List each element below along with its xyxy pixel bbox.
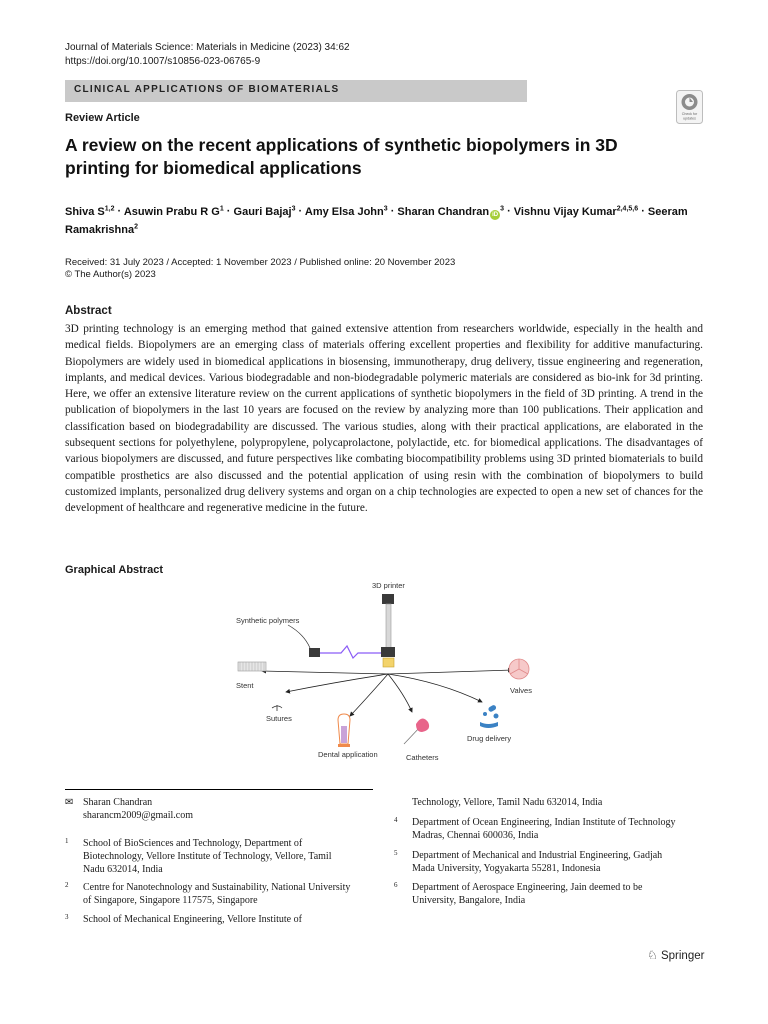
- affiliation-3: [65, 913, 375, 926]
- author-separator: ·: [114, 205, 124, 218]
- author-affiliation: 1,2: [104, 205, 115, 212]
- affiliation-line: University, Bangalore, India: [412, 895, 526, 906]
- title-line-1: A review on the recent applications of synthetic biopolymers in 3D: [65, 135, 618, 155]
- affiliation-5: [394, 849, 714, 875]
- author-affiliation: 2,4,5,6: [616, 205, 639, 212]
- affiliation-line: of Singapore, Singapore 117575, Singapore: [83, 895, 258, 906]
- polymer-feed-line: [288, 625, 310, 648]
- affiliation-2: [65, 881, 375, 907]
- abstract-heading: Abstract: [65, 305, 112, 317]
- author-name: Asuwin Prabu R G: [123, 205, 220, 218]
- drug-delivery-icon: [480, 704, 499, 728]
- svg-text:updates: updates: [683, 116, 696, 121]
- journal-header: [65, 41, 350, 69]
- author[interactable]: [124, 206, 224, 218]
- check-for-updates-badge[interactable]: [676, 90, 703, 124]
- author-list: [65, 201, 715, 238]
- label-stent: Stent: [236, 681, 254, 690]
- springer-horse-icon: ♘: [647, 948, 658, 962]
- stent-icon: [238, 662, 266, 671]
- label-drug-delivery: Drug delivery: [467, 734, 512, 743]
- affiliation-number: 3: [65, 913, 69, 921]
- author-name: Seeram Ramakrishna: [65, 205, 688, 237]
- article-title: [65, 134, 685, 180]
- author-affiliation: 2: [134, 223, 138, 231]
- arrow-to-sutures: [286, 674, 388, 692]
- graphical-abstract-heading: Graphical Abstract: [65, 564, 164, 576]
- author-name: Vishnu Vijay Kumar: [513, 205, 617, 218]
- author[interactable]: [305, 206, 388, 218]
- affiliation-line: Madras, Chennai 600036, India: [412, 830, 539, 841]
- correspondence-email[interactable]: sharancm2009@gmail.com: [83, 810, 194, 821]
- journal-citation: Journal of Materials Science: Materials in Medicine (2023) 34:62: [65, 42, 350, 53]
- doi-link[interactable]: https://doi.org/10.1007/s10856-023-06765-9: [65, 56, 261, 67]
- email-icon: ✉: [65, 797, 74, 808]
- svg-text:Check for: Check for: [681, 112, 698, 116]
- arrow-to-valves: [388, 670, 512, 674]
- author-separator: ·: [638, 205, 648, 218]
- affiliation-number: 5: [394, 849, 398, 857]
- printer-icon: [381, 594, 395, 667]
- publication-dates: [65, 257, 455, 281]
- affiliation-line: School of BioSciences and Technology, Department of: [83, 838, 303, 849]
- author-affiliation: 3: [291, 205, 296, 212]
- title-line-2: printing for biomedical applications: [65, 158, 362, 178]
- author-affiliation: 3: [500, 205, 505, 212]
- suture-icon: [272, 705, 282, 711]
- author-name: Shiva S: [65, 205, 105, 218]
- section-banner: [65, 80, 527, 102]
- polymer-filament-icon: [320, 646, 381, 658]
- affiliation-line: Centre for Nanotechnology and Sustainability, National University: [83, 882, 351, 893]
- author[interactable]: [234, 206, 296, 218]
- arrow-to-dental: [350, 674, 388, 716]
- affiliation-line: Technology, Vellore, Tamil Nadu 632014, India: [412, 797, 603, 808]
- label-3d-printer: 3D printer: [372, 581, 405, 590]
- catheter-icon: [404, 718, 429, 744]
- affiliation-number: 1: [65, 837, 69, 845]
- author[interactable]: [65, 206, 114, 218]
- label-synthetic-polymers: Synthetic polymers: [236, 616, 300, 625]
- publisher-name: Springer: [660, 950, 705, 962]
- author-separator: ·: [295, 205, 305, 218]
- affiliation-number: 2: [65, 881, 69, 889]
- label-valves: Valves: [510, 686, 532, 695]
- author-name: Amy Elsa John: [304, 205, 384, 218]
- publisher-logo: [647, 948, 704, 962]
- affiliation-line: Nadu 632014, India: [83, 864, 163, 875]
- correspondence-name: Sharan Chandran: [83, 797, 153, 808]
- author-name: Gauri Bajaj: [233, 205, 292, 218]
- author-separator: ·: [387, 205, 398, 218]
- affiliation-line: Department of Mechanical and Industrial Engineering, Gadjah: [412, 850, 663, 861]
- orcid-icon[interactable]: iD: [492, 211, 499, 218]
- author-name: Sharan Chandran: [397, 205, 490, 218]
- graphical-abstract-figure: [226, 574, 556, 770]
- affiliation-6: [394, 881, 714, 907]
- author-separator: ·: [223, 205, 234, 218]
- arrow-to-drug-delivery: [388, 674, 482, 702]
- label-dental-application: Dental application: [318, 750, 378, 759]
- label-sutures: Sutures: [266, 714, 292, 723]
- affiliation-line: Department of Ocean Engineering, Indian Institute of Technology: [412, 817, 676, 828]
- dental-icon: [338, 714, 350, 747]
- arrow-to-catheters: [388, 674, 412, 712]
- author-separator: ·: [504, 205, 514, 218]
- extruder-icon: [309, 648, 320, 657]
- author-affiliation: 3: [383, 205, 388, 212]
- affiliation-line: Department of Aerospace Engineering, Jain deemed to be: [412, 882, 643, 893]
- author[interactable]: [397, 206, 504, 218]
- affiliation-number: 4: [394, 816, 398, 824]
- author[interactable]: [514, 206, 638, 218]
- valve-icon: [509, 659, 529, 679]
- dates-line: Received: 31 July 2023 / Accepted: 1 November 2023 / Published online: 20 November 2023: [65, 257, 456, 268]
- affiliation-1: [65, 837, 375, 876]
- abstract-text: 3D printing technology is an emerging method that gained extensive attention from researchers worldwide, especially in the health and medical fields. Biopolymers are an emerging class of materials offering excellent properties and flexibility for additive manufacturing. Biopolymers are widely used in biomedical applications in biosensing, immunotherapy, drug delivery, tissue engineering and regeneration, implants, and medical devices. Various biodegradable and non-biodegradable polymeric materials are considered as bio-ink for 3d printing. Here, we offer an extensive literature review on the current applications of synthetic biopolymers in the field of 3D printing. A trend in the publication of biopolymers in the last 10 years are focused on the review by analyzing more than 100 publications. Their application and classification based on biodegradability are discussed. The various studies, along with their practical applications, are elaborated in the subsequent sections for polyethylene, polypropylene, polycaprolactone, polylactide, etc. for biomedical applications. The disadvantages of various biopolymers are discussed, and future perspectives like combating biocompatibility problems using 3D printed biomaterials to build compatible prosthetics are also discussed and the potential application of using resin with the combination of biopolymers to build customized implants, personalized drug delivery systems and organ on a chip technologies are expected to open a new set of chances for the development of healthcare and regenerative medicine in the future.: [65, 323, 703, 515]
- affiliation-4: [394, 816, 714, 842]
- copyright-line: © The Author(s) 2023: [65, 269, 156, 280]
- article-type: Review Article: [65, 112, 140, 124]
- arrow-to-stent: [262, 671, 388, 674]
- label-catheters: Catheters: [406, 753, 439, 762]
- author-affiliation: 1: [219, 205, 224, 212]
- affiliation-3-continued: [394, 796, 714, 809]
- affiliation-line: Biotechnology, Vellore Institute of Technology, Vellore, Tamil: [83, 851, 332, 862]
- affiliation-line: School of Mechanical Engineering, Vellore Institute of: [83, 914, 302, 925]
- affiliation-number: 6: [394, 881, 398, 889]
- correspondence-block: [65, 796, 193, 822]
- section-label: CLINICAL APPLICATIONS OF BIOMATERIALS: [74, 84, 340, 95]
- affiliation-line: Mada University, Yogyakarta 55281, Indonesia: [412, 863, 601, 874]
- footnote-divider: [65, 789, 373, 790]
